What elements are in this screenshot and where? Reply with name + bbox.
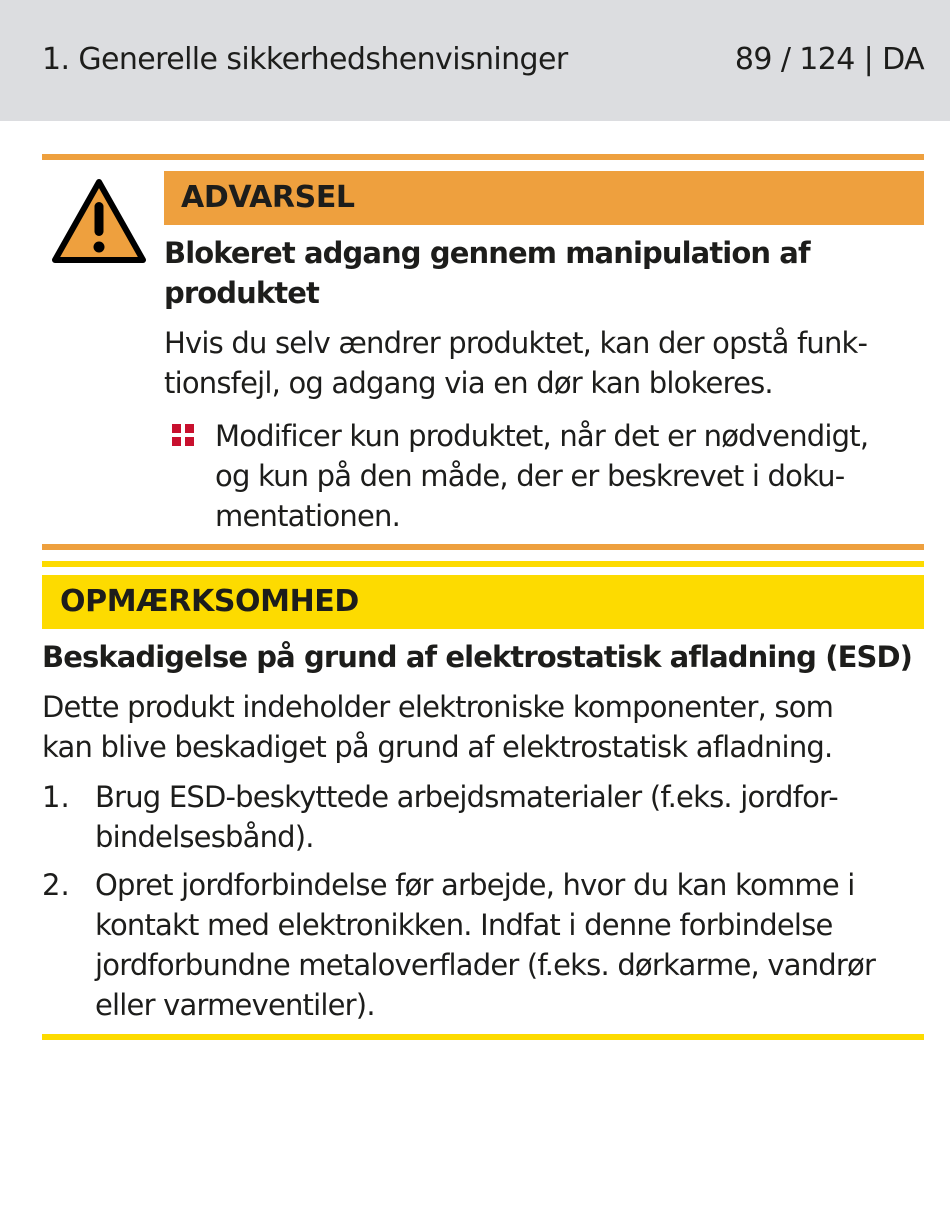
- notice-label: OPMÆRKSOMHED: [42, 575, 924, 629]
- step-line: Brug ESD-beskyttede arbejdsmaterialer (f.eks. jordfor-: [95, 780, 838, 814]
- notice-body: [42, 687, 833, 767]
- action-bullet-icon: [172, 424, 194, 446]
- step-2-text: [95, 865, 875, 1025]
- step-line: Opret jordforbindelse før arbejde, hvor du kan komme i: [95, 868, 855, 902]
- warning-action-line: og kun på den måde, der er beskrevet i doku-: [215, 459, 845, 493]
- warning-title-line: Blokeret adgang gennem manipulation af: [164, 236, 810, 270]
- step-number: 1.: [42, 780, 70, 814]
- step-line: bindelsesbånd).: [95, 820, 314, 854]
- warning-body: [164, 323, 867, 403]
- warning-title-line: produktet: [164, 276, 319, 310]
- warning-action-line: Modificer kun produktet, når det er nødvendigt,: [215, 419, 869, 453]
- warning-body-line: Hvis du selv ændrer produktet, kan der opstå funk-: [164, 326, 868, 360]
- step-line: jordforbundne metaloverflader (f.eks. dørkarme, vandrør: [95, 948, 876, 982]
- page-indicator: 89 / 124 | DA: [734, 42, 924, 77]
- notice-body-line: Dette produkt indeholder elektroniske komponenter, som: [42, 690, 834, 724]
- notice-body-line: kan blive beskadiget på grund af elektrostatisk afladning.: [42, 730, 833, 764]
- warning-bottom-rule: [42, 544, 924, 550]
- notice-title-line: Beskadigelse på grund af elektrostatisk afladning (ESD): [42, 640, 913, 674]
- notice-title: [42, 637, 912, 677]
- step-number: 2.: [42, 868, 70, 902]
- warning-body-line: tionsfejl, og adgang via en dør kan blokeres.: [164, 366, 773, 400]
- warning-action-line: mentationen.: [215, 499, 401, 533]
- warning-triangle-icon: [50, 176, 148, 266]
- step-1-text: [95, 777, 838, 857]
- notice-bottom-rule: [42, 1034, 924, 1040]
- warning-label: ADVARSEL: [164, 171, 924, 225]
- step-line: kontakt med elektronikken. Indfat i denne forbindelse: [95, 908, 833, 942]
- warning-action: [215, 416, 868, 536]
- notice-top-rule: [42, 561, 924, 567]
- warning-title: [164, 233, 810, 313]
- step-line: eller varmeventiler).: [95, 988, 375, 1022]
- page-header: [0, 0, 950, 121]
- section-title: 1. Generelle sikkerhedshenvisninger: [42, 42, 568, 77]
- warning-top-rule: [42, 154, 924, 160]
